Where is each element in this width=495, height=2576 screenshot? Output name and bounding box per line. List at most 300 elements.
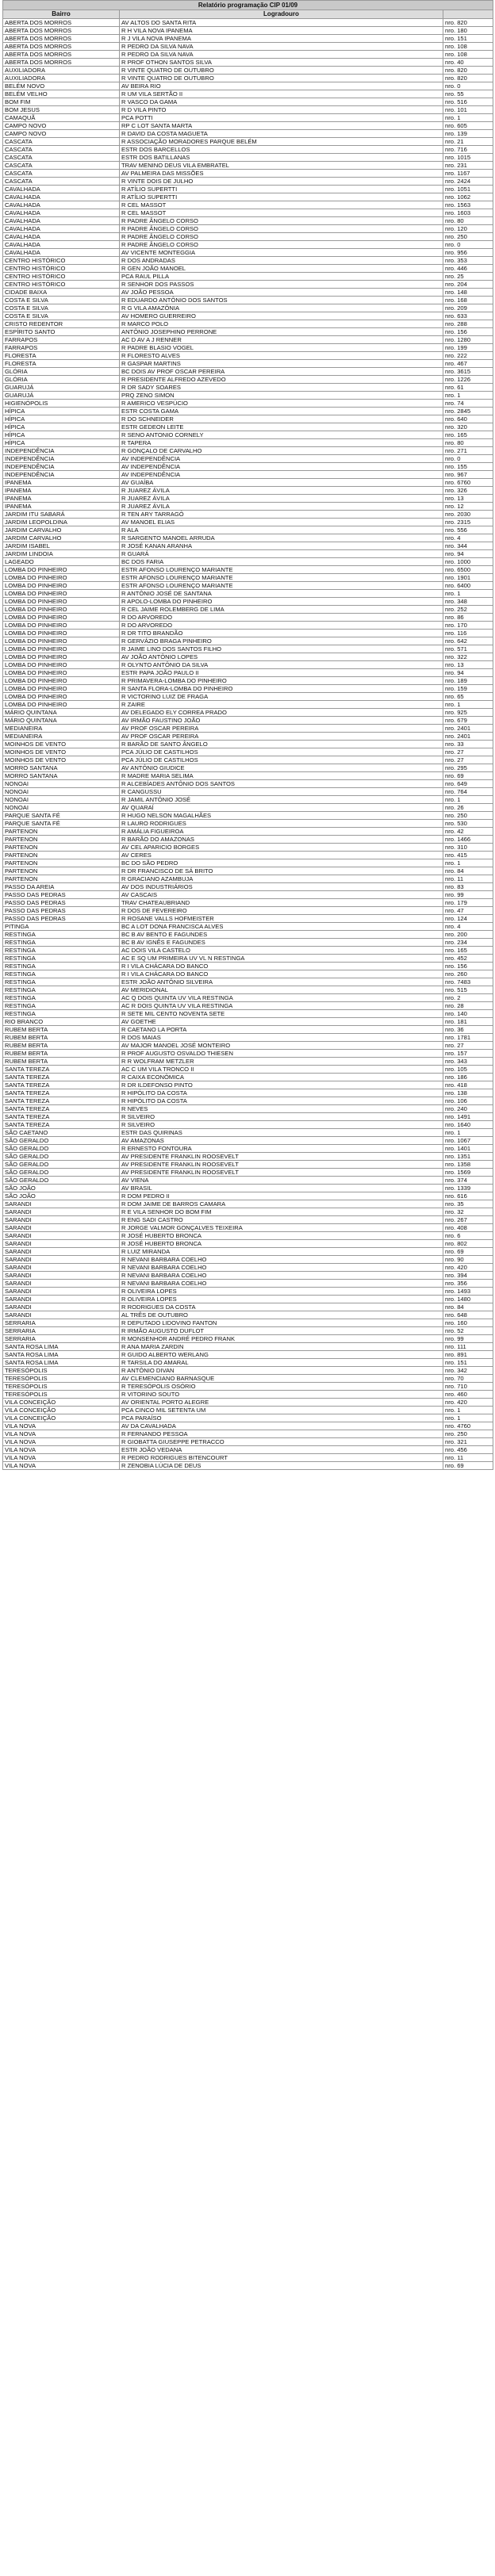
cell-number: nro. 1 (443, 1414, 493, 1422)
cell-number: nro. 326 (443, 487, 493, 495)
cell-number: nro. 69 (443, 1462, 493, 1470)
cell-number: nro. 320 (443, 423, 493, 431)
cell-bairro: MÁRIO QUINTANA (3, 709, 120, 717)
cell-logradouro: BC DO SÃO PEDRO (120, 859, 443, 867)
table-row (3, 661, 493, 669)
table-row (3, 574, 493, 582)
cell-bairro: NONOAI (3, 796, 120, 804)
cell-bairro: IPANEMA (3, 479, 120, 487)
cell-logradouro: R NEVANI BARBARA COELHO (120, 1272, 443, 1280)
cell-logradouro: AC DOIS VILA CASTELO (120, 947, 443, 955)
cell-number: nro. 1640 (443, 1121, 493, 1129)
cell-number: nro. 209 (443, 304, 493, 312)
cell-logradouro: AV MERIDIONAL (120, 986, 443, 994)
cell-bairro: CAVALHADA (3, 217, 120, 225)
cell-logradouro: AV MAJOR MANOEL JOSÉ MONTEIRO (120, 1042, 443, 1050)
cell-logradouro: R PADRE ÂNGELO CORSO (120, 225, 443, 233)
cell-bairro: LOMBA DO PINHEIRO (3, 606, 120, 614)
cell-number: nro. 710 (443, 1383, 493, 1391)
cell-bairro: CASCATA (3, 138, 120, 146)
cell-logradouro: R ALA (120, 526, 443, 534)
cell-bairro: CAVALHADA (3, 241, 120, 249)
cell-logradouro: ESTR JOÃO ANTÔNIO SILVEIRA (120, 978, 443, 986)
table-row (3, 1399, 493, 1407)
table-row (3, 431, 493, 439)
cell-bairro: CIDADE BAIXA (3, 289, 120, 297)
cell-number: nro. 394 (443, 1272, 493, 1280)
cell-bairro: PARQUE SANTA FÉ (3, 812, 120, 820)
cell-number: nro. 151 (443, 1359, 493, 1367)
table-row (3, 138, 493, 146)
cell-bairro: CAMPO NOVO (3, 122, 120, 130)
cell-logradouro: R FLORESTO ALVES (120, 352, 443, 360)
cell-number: nro. 250 (443, 233, 493, 241)
cell-logradouro: AV BRASIL (120, 1185, 443, 1192)
cell-number: nro. 515 (443, 986, 493, 994)
cell-bairro: HÍPICA (3, 431, 120, 439)
cell-number: nro. 1 (443, 114, 493, 122)
table-row (3, 1391, 493, 1399)
cell-number: nro. 2401 (443, 733, 493, 741)
cell-bairro: RESTINGA (3, 970, 120, 978)
table-row (3, 804, 493, 812)
table-row (3, 947, 493, 955)
cell-bairro: ESPÍRITO SANTO (3, 328, 120, 336)
cell-number: nro. 61 (443, 384, 493, 392)
cell-logradouro: BC B AV IGNÊS E FAGUNDES (120, 939, 443, 947)
cell-number: nro. 90 (443, 1256, 493, 1264)
cell-bairro: SÃO GERALDO (3, 1145, 120, 1153)
cell-logradouro: R MARCO POLO (120, 320, 443, 328)
cell-logradouro: R TARSILA DO AMARAL (120, 1359, 443, 1367)
cell-logradouro: R JAMIL ANTÔNIO JOSÉ (120, 796, 443, 804)
cell-bairro: GUARUJÁ (3, 384, 120, 392)
cell-bairro: PASSO DAS PEDRAS (3, 899, 120, 907)
cell-number: nro. 7483 (443, 978, 493, 986)
cell-number: nro. 516 (443, 98, 493, 106)
cell-bairro: SÃO GERALDO (3, 1169, 120, 1177)
cell-number: nro. 120 (443, 225, 493, 233)
table-row (3, 352, 493, 360)
cell-logradouro: AV PRESIDENTE FRANKLIN ROOSEVELT (120, 1169, 443, 1177)
cell-logradouro: R CAIXA ECONÔMICA (120, 1074, 443, 1081)
cell-logradouro: R JUAREZ ÁVILA (120, 487, 443, 495)
cell-bairro: RUBEM BERTA (3, 1042, 120, 1050)
cell-bairro: IPANEMA (3, 503, 120, 511)
cell-bairro: CASCATA (3, 146, 120, 154)
cell-logradouro: R VINTE QUATRO DE OUTUBRO (120, 67, 443, 75)
cell-logradouro: R PADRE BLASIO VOGEL (120, 344, 443, 352)
cell-bairro: PARTENON (3, 867, 120, 875)
table-row (3, 1034, 493, 1042)
cell-logradouro: R SARGENTO MANOEL ARRUDA (120, 534, 443, 542)
table-row (3, 90, 493, 98)
cell-number: nro. 94 (443, 550, 493, 558)
cell-number: nro. 1 (443, 701, 493, 709)
cell-bairro: PARTENON (3, 875, 120, 883)
cell-logradouro: AV CASCAIS (120, 891, 443, 899)
cell-number: nro. 111 (443, 1343, 493, 1351)
cell-bairro: HIGIENÓPOLIS (3, 400, 120, 408)
cell-bairro: LOMBA DO PINHEIRO (3, 693, 120, 701)
cell-bairro: SÃO GERALDO (3, 1177, 120, 1185)
cell-logradouro: R R WOLFRAM METZLER (120, 1058, 443, 1066)
table-row (3, 35, 493, 43)
table-row (3, 511, 493, 519)
cell-bairro: SÃO GERALDO (3, 1153, 120, 1161)
table-row (3, 479, 493, 487)
cell-bairro: LOMBA DO PINHEIRO (3, 661, 120, 669)
cell-number: nro. 27 (443, 756, 493, 764)
cell-number: nro. 633 (443, 312, 493, 320)
table-row (3, 669, 493, 677)
cell-bairro: RESTINGA (3, 963, 120, 970)
cell-number: nro. 250 (443, 1430, 493, 1438)
table-row (3, 978, 493, 986)
table-row (3, 1438, 493, 1446)
cell-number: nro. 288 (443, 320, 493, 328)
cell-number: nro. 204 (443, 281, 493, 289)
cell-bairro: INDEPENDÊNCIA (3, 471, 120, 479)
table-row (3, 186, 493, 193)
cell-logradouro: R DR ILDEFONSO PINTO (120, 1081, 443, 1089)
cell-number: nro. 6400 (443, 582, 493, 590)
cell-logradouro: TRAV CHATEAUBRIAND (120, 899, 443, 907)
table-row (3, 1296, 493, 1303)
cell-number: nro. 3615 (443, 368, 493, 376)
cell-number: nro. 1 (443, 1407, 493, 1414)
cell-bairro: VILA NOVA (3, 1446, 120, 1454)
table-row (3, 162, 493, 170)
cell-bairro: SANTA TEREZA (3, 1089, 120, 1097)
table-row (3, 1422, 493, 1430)
cell-number: nro. 374 (443, 1177, 493, 1185)
cell-number: nro. 1062 (443, 193, 493, 201)
table-row (3, 677, 493, 685)
cell-logradouro: ESTR DOS BATILLANAS (120, 154, 443, 162)
cell-number: nro. 4 (443, 534, 493, 542)
cell-logradouro: R VINTE QUATRO DE OUTUBRO (120, 75, 443, 82)
table-row (3, 471, 493, 479)
cell-bairro: LOMBA DO PINHEIRO (3, 677, 120, 685)
table-row (3, 193, 493, 201)
cell-bairro: SÃO GERALDO (3, 1137, 120, 1145)
cell-logradouro: R VITORINO SOUTO (120, 1391, 443, 1399)
table-row (3, 1169, 493, 1177)
cell-number: nro. 108 (443, 51, 493, 59)
table-row (3, 463, 493, 471)
cell-logradouro: R ANTÔNIO JOSÉ DE SANTANA (120, 590, 443, 598)
cell-number: nro. 348 (443, 598, 493, 606)
cell-logradouro: R FERNANDO PESSOA (120, 1430, 443, 1438)
table-row (3, 1303, 493, 1311)
cell-number: nro. 168 (443, 297, 493, 304)
cell-number: nro. 446 (443, 265, 493, 273)
cell-logradouro: R SENHOR DOS PASSOS (120, 281, 443, 289)
table-row (3, 503, 493, 511)
table-row (3, 360, 493, 368)
cell-bairro: LOMBA DO PINHEIRO (3, 566, 120, 574)
cell-number: nro. 32 (443, 1208, 493, 1216)
cell-bairro: CAVALHADA (3, 186, 120, 193)
cell-number: nro. 33 (443, 741, 493, 748)
cell-logradouro: BC B AV BENTO E FAGUNDES (120, 931, 443, 939)
table-row (3, 415, 493, 423)
cell-number: nro. 200 (443, 931, 493, 939)
cell-number: nro. 84 (443, 867, 493, 875)
cell-logradouro: AV ANTÔNIO GIUDICE (120, 764, 443, 772)
cell-number: nro. 250 (443, 812, 493, 820)
cell-logradouro: PCA CINCO MIL SETENTA UM (120, 1407, 443, 1414)
cell-bairro: HÍPICA (3, 423, 120, 431)
column-header-number (443, 10, 493, 19)
table-row (3, 828, 493, 836)
table-row (3, 1050, 493, 1058)
cell-logradouro: R ENG SADI CASTRO (120, 1216, 443, 1224)
cell-number: nro. 1015 (443, 154, 493, 162)
table-row (3, 725, 493, 733)
table-row (3, 1153, 493, 1161)
cell-bairro: VILA NOVA (3, 1454, 120, 1462)
table-row (3, 709, 493, 717)
cell-number: nro. 1781 (443, 1034, 493, 1042)
cell-number: nro. 648 (443, 1311, 493, 1319)
cell-number: nro. 925 (443, 709, 493, 717)
table-row (3, 487, 493, 495)
table-row (3, 907, 493, 915)
table-row (3, 1272, 493, 1280)
table-row (3, 1446, 493, 1454)
cell-logradouro: R JOSÉ HUBERTO BRONCA (120, 1232, 443, 1240)
cell-logradouro: AV QUARAÍ (120, 804, 443, 812)
cell-bairro: SÃO JOÃO (3, 1185, 120, 1192)
cell-number: nro. 418 (443, 1081, 493, 1089)
cell-logradouro: ESTR COSTA GAMA (120, 408, 443, 415)
cell-number: nro. 1067 (443, 1137, 493, 1145)
cell-logradouro: R J VILA NOVA IPANEMA (120, 35, 443, 43)
cell-logradouro: R AMERICO VESPÚCIO (120, 400, 443, 408)
table-row (3, 590, 493, 598)
cell-logradouro: R PEDRO DA SILVA NAVA (120, 43, 443, 51)
cell-number: nro. 1491 (443, 1113, 493, 1121)
cell-number: nro. 1339 (443, 1185, 493, 1192)
cell-bairro: SARANDI (3, 1288, 120, 1296)
cell-number: nro. 124 (443, 915, 493, 923)
cell-bairro: CENTRO HISTÓRICO (3, 257, 120, 265)
cell-number: nro. 156 (443, 328, 493, 336)
cell-number: nro. 252 (443, 606, 493, 614)
table-row (3, 312, 493, 320)
table-row (3, 748, 493, 756)
cell-logradouro: R VASCO DA GAMA (120, 98, 443, 106)
cell-number: nro. 181 (443, 1018, 493, 1026)
cell-logradouro: R HUGO NELSON MAGALHÃES (120, 812, 443, 820)
cell-bairro: RUBEM BERTA (3, 1058, 120, 1066)
table-row (3, 392, 493, 400)
table-row (3, 867, 493, 875)
cell-number: nro. 47 (443, 907, 493, 915)
cell-bairro: CENTRO HISTÓRICO (3, 273, 120, 281)
table-row (3, 883, 493, 891)
table-row (3, 772, 493, 780)
cell-bairro: CASCATA (3, 162, 120, 170)
cell-number: nro. 820 (443, 75, 493, 82)
cell-number: nro. 420 (443, 1399, 493, 1407)
cell-logradouro: R PROF OTHON SANTOS SILVA (120, 59, 443, 67)
table-row (3, 1216, 493, 1224)
cell-bairro: JARDIM LINDOIA (3, 550, 120, 558)
cell-logradouro: AV PRESIDENTE FRANKLIN ROOSEVELT (120, 1153, 443, 1161)
cell-number: nro. 21 (443, 138, 493, 146)
cell-bairro: SERRARIA (3, 1335, 120, 1343)
column-header-row (3, 10, 493, 19)
cell-number: nro. 11 (443, 1454, 493, 1462)
table-row (3, 1113, 493, 1121)
table-row (3, 1248, 493, 1256)
cell-logradouro: R IRMÃO AUGUSTO DUFLOT (120, 1327, 443, 1335)
cell-bairro: LOMBA DO PINHEIRO (3, 701, 120, 709)
cell-logradouro: R DR TITO BRANDÃO (120, 630, 443, 637)
cell-bairro: LOMBA DO PINHEIRO (3, 685, 120, 693)
cell-number: nro. 165 (443, 947, 493, 955)
cell-logradouro: AV DA CAVALHADA (120, 1422, 443, 1430)
cell-logradouro: R BARÃO DO AMAZONAS (120, 836, 443, 844)
cell-logradouro: R CEL JAIME ROLEMBERG DE LIMA (120, 606, 443, 614)
cell-bairro: SANTA TEREZA (3, 1081, 120, 1089)
cell-logradouro: R ATÍLIO SUPERTTI (120, 186, 443, 193)
cell-number: nro. 344 (443, 542, 493, 550)
table-row (3, 1192, 493, 1200)
cell-bairro: LOMBA DO PINHEIRO (3, 590, 120, 598)
cell-bairro: SERRARIA (3, 1327, 120, 1335)
cell-logradouro: R AMÁLIA FIGUEIROA (120, 828, 443, 836)
cell-logradouro: AV PROF OSCAR PEREIRA (120, 725, 443, 733)
table-row (3, 733, 493, 741)
table-row (3, 598, 493, 606)
cell-logradouro: R NEVES (120, 1105, 443, 1113)
cell-bairro: ABERTA DOS MORROS (3, 27, 120, 35)
cell-logradouro: AV AMAZONAS (120, 1137, 443, 1145)
cell-bairro: IPANEMA (3, 487, 120, 495)
table-row (3, 986, 493, 994)
cell-logradouro: R GUIDO ALBERTO WERLANG (120, 1351, 443, 1359)
cell-logradouro: R OLIVEIRA LOPES (120, 1296, 443, 1303)
cell-bairro: LOMBA DO PINHEIRO (3, 637, 120, 645)
cell-logradouro: AC C UM VILA TRONCO II (120, 1066, 443, 1074)
table-row (3, 201, 493, 209)
cell-number: nro. 1 (443, 859, 493, 867)
cell-bairro: AUXILIADORA (3, 75, 120, 82)
cell-logradouro: AV DOS INDUSTRIÁRIOS (120, 883, 443, 891)
cell-logradouro: R ANTÔNIO DIVAN (120, 1367, 443, 1375)
table-row (3, 939, 493, 947)
table-row (3, 1351, 493, 1359)
cell-bairro: IPANEMA (3, 495, 120, 503)
table-row (3, 217, 493, 225)
cell-logradouro: R SANTA FLORA-LOMBA DO PINHEIRO (120, 685, 443, 693)
table-row (3, 376, 493, 384)
cell-bairro: MOINHOS DE VENTO (3, 748, 120, 756)
cell-bairro: TERESÓPOLIS (3, 1367, 120, 1375)
cell-logradouro: R NEVANI BARBARA COELHO (120, 1280, 443, 1288)
cell-number: nro. 80 (443, 217, 493, 225)
table-row (3, 1359, 493, 1367)
table-row (3, 257, 493, 265)
cell-logradouro: R CEL MASSOT (120, 201, 443, 209)
cell-number: nro. 99 (443, 1335, 493, 1343)
cell-number: nro. 649 (443, 780, 493, 788)
table-row (3, 1058, 493, 1066)
cell-bairro: PARTENON (3, 844, 120, 852)
cell-logradouro: R NEVANI BARBARA COELHO (120, 1264, 443, 1272)
cell-logradouro: PCA JÚLIO DE CASTILHOS (120, 748, 443, 756)
table-row (3, 1066, 493, 1074)
cell-bairro: PITINGA (3, 923, 120, 931)
column-header-bairro: Bairro (3, 10, 120, 19)
cell-logradouro: R CAETANO LA PORTA (120, 1026, 443, 1034)
cell-bairro: SARANDI (3, 1296, 120, 1303)
cell-bairro: JARDIM LEOPOLDINA (3, 519, 120, 526)
table-row (3, 82, 493, 90)
table-row (3, 645, 493, 653)
cell-bairro: SANTA ROSA LIMA (3, 1343, 120, 1351)
cell-bairro: NONOAI (3, 788, 120, 796)
cell-bairro: PARTENON (3, 828, 120, 836)
cell-logradouro: R VINTE DOIS DE JULHO (120, 178, 443, 186)
cell-bairro: BELÉM VELHO (3, 90, 120, 98)
cell-bairro: CENTRO HISTÓRICO (3, 281, 120, 289)
cell-bairro: CASCATA (3, 178, 120, 186)
table-row (3, 653, 493, 661)
cell-bairro: SANTA TEREZA (3, 1097, 120, 1105)
cell-bairro: CAVALHADA (3, 225, 120, 233)
cell-logradouro: R APOLO-LOMBA DO PINHEIRO (120, 598, 443, 606)
cell-bairro: RESTINGA (3, 1010, 120, 1018)
cell-number: nro. 69 (443, 772, 493, 780)
cell-logradouro: R HIPÓLITO DA COSTA (120, 1089, 443, 1097)
cell-logradouro: R ZAIRE (120, 701, 443, 709)
cell-number: nro. 11 (443, 875, 493, 883)
cell-number: nro. 99 (443, 891, 493, 899)
table-row (3, 756, 493, 764)
cell-bairro: SARANDI (3, 1216, 120, 1224)
cell-number: nro. 70 (443, 1375, 493, 1383)
cell-logradouro: R PADRE ÂNGELO CORSO (120, 241, 443, 249)
cell-bairro: VILA NOVA (3, 1438, 120, 1446)
table-row (3, 1407, 493, 1414)
cell-logradouro: AV INDEPENDÊNCIA (120, 463, 443, 471)
cell-bairro: SARANDI (3, 1280, 120, 1288)
cell-number: nro. 69 (443, 1248, 493, 1256)
table-row (3, 178, 493, 186)
cell-bairro: TERESÓPOLIS (3, 1375, 120, 1383)
table-row (3, 741, 493, 748)
cell-logradouro: R GONÇALO DE CARVALHO (120, 447, 443, 455)
table-row (3, 265, 493, 273)
table-row (3, 875, 493, 883)
cell-number: nro. 343 (443, 1058, 493, 1066)
table-row (3, 154, 493, 162)
cell-logradouro: R G VILA AMAZÔNIA (120, 304, 443, 312)
cell-logradouro: R MONSENHOR ANDRÉ PEDRO FRANK (120, 1335, 443, 1343)
cell-logradouro: R PADRE ÂNGELO CORSO (120, 217, 443, 225)
cell-bairro: CAVALHADA (3, 233, 120, 241)
table-row (3, 1042, 493, 1050)
cell-logradouro: R DOS ANDRADAS (120, 257, 443, 265)
table-row (3, 1010, 493, 1018)
table-row (3, 820, 493, 828)
cell-number: nro. 12 (443, 503, 493, 511)
